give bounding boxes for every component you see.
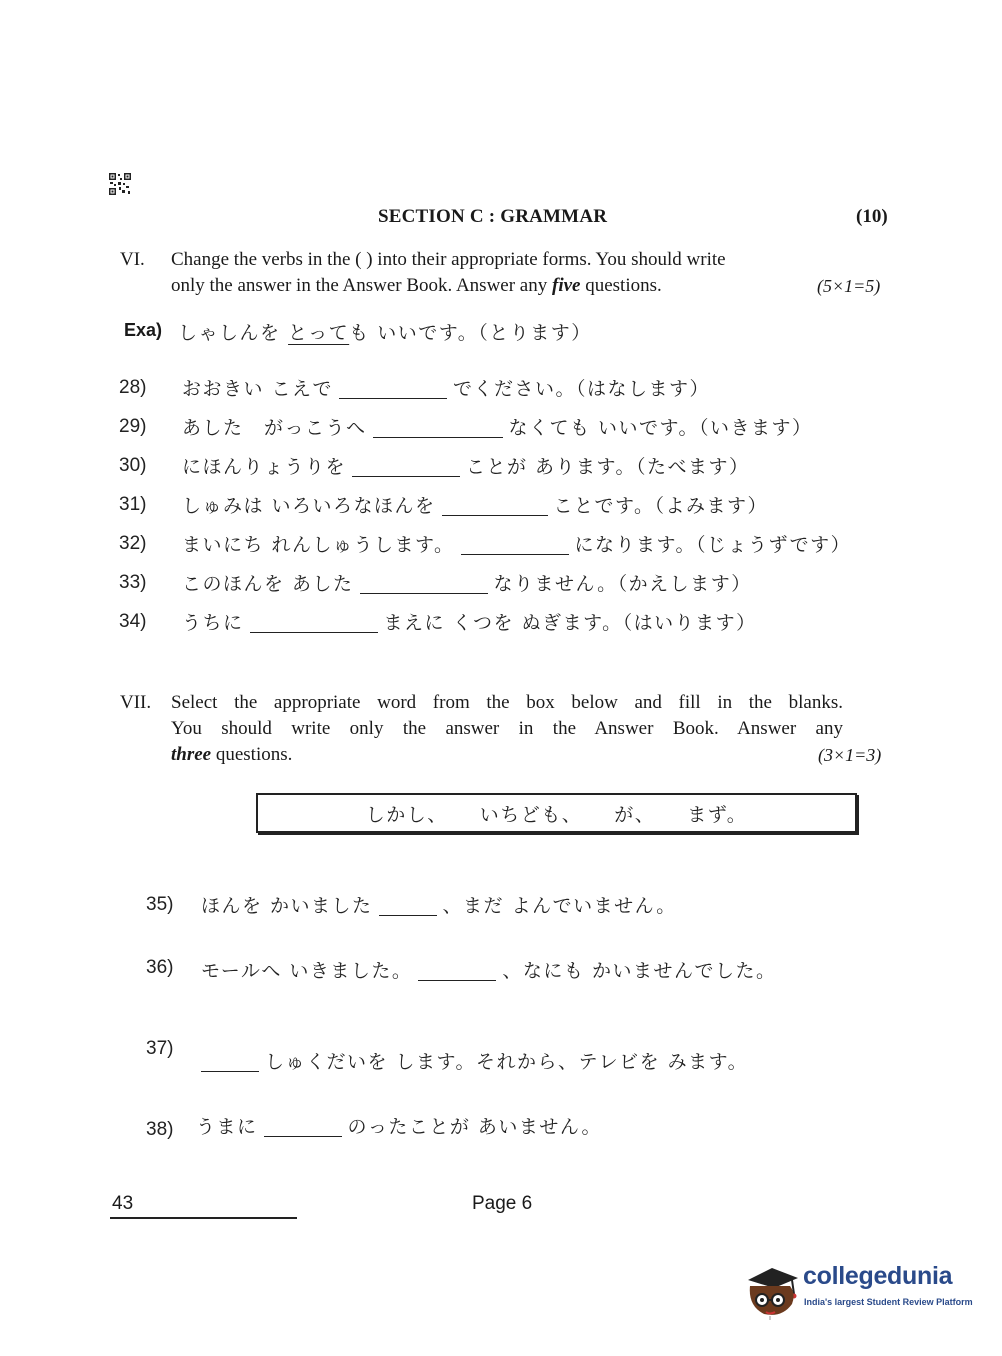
question-number: 33) <box>119 572 147 593</box>
question-sentence: まいにち れんしゅうします。 になります。（じょうずです） <box>182 534 852 556</box>
qr-code-icon <box>108 172 132 196</box>
answer-blank <box>442 514 548 516</box>
question-sentence: うちに まえに くつを ぬぎます。（はいります） <box>182 612 757 634</box>
section-title: SECTION C : GRAMMAR <box>378 206 608 227</box>
question-number: 32) <box>119 533 147 554</box>
question-sentence: あした がっこうへ なくても いいです。（いきます） <box>182 417 813 439</box>
word-choice-box <box>256 793 857 833</box>
question-number: 37) <box>146 1038 174 1059</box>
question-numeral-vi: VI. <box>120 249 145 270</box>
question-sentence: しゅくだいを します。それから、テレビを みます。 <box>195 1047 748 1074</box>
instruction-line: three questions. <box>171 744 293 765</box>
question-sentence: おおきい こえで でください。（はなします） <box>182 378 711 400</box>
emphasis-word: five <box>552 275 581 296</box>
instruction-line: only the answer in the Answer Book. Answer any five questions. <box>171 275 662 296</box>
question-vii-instructions <box>171 690 843 768</box>
emphasis-word: three <box>171 744 212 765</box>
answer-blank <box>264 1135 342 1137</box>
question-number: 38) <box>146 1119 174 1140</box>
brand-tagline: India's largest Student Review Platform <box>804 1297 973 1307</box>
answer-blank <box>379 914 437 916</box>
brand-name: collegedunia <box>803 1262 953 1290</box>
question-number: 34) <box>119 611 147 632</box>
answer-blank <box>373 436 503 438</box>
question-numeral-vii: VII. <box>120 692 152 713</box>
question-sentence: このほんを あした なりません。（かえします） <box>182 573 752 595</box>
word-choice: いちども、 <box>479 803 583 826</box>
instruction-line: Select the appropriate word from the box below and fill in the blanks. <box>171 692 843 713</box>
answer-blank <box>201 1070 259 1072</box>
example-sentence: しゃしんを とっても いいです。（とります） <box>178 322 592 344</box>
question-number: 28) <box>119 377 147 398</box>
question-number: 29) <box>119 416 147 437</box>
word-choice: しかし、 <box>365 803 448 826</box>
instruction-line: Change the verbs in the ( ) into their appropriate forms. You should write <box>171 249 726 270</box>
paper-code: 43 <box>112 1193 134 1214</box>
question-vi-marks: (5×1=5) <box>817 276 881 296</box>
question-sentence: うまに のったことが あいません。 <box>196 1116 603 1138</box>
footer-divider <box>110 1217 297 1219</box>
question-number: 35) <box>146 894 174 915</box>
section-marks: (10) <box>856 206 888 227</box>
answer-blank <box>461 553 569 555</box>
question-sentence: しゅみは いろいろなほんを ことです。（よみます） <box>182 495 769 517</box>
answer-blank <box>339 397 447 399</box>
answer-blank <box>250 631 378 633</box>
question-number: 31) <box>119 494 147 515</box>
example-answer: とって <box>288 322 350 344</box>
question-sentence: ほんを かいました 、まだ よんでいません。 <box>201 895 677 917</box>
word-choice: が、 <box>614 803 656 826</box>
question-sentence: モールへ いきました。 、なにも かいませんでした。 <box>201 960 777 982</box>
answer-blank <box>352 475 460 477</box>
instruction-line: You should write only the answer in the Answer Book. Answer any <box>171 718 843 739</box>
answer-blank <box>360 592 488 594</box>
question-vi-instructions <box>171 247 861 299</box>
question-number: 30) <box>119 455 147 476</box>
question-vii-marks: (3×1=3) <box>818 745 882 765</box>
page-number: Page 6 <box>472 1193 533 1214</box>
word-choice: まず。 <box>687 803 748 826</box>
answer-blank <box>418 979 496 981</box>
example-label: Exa) <box>124 320 163 340</box>
question-sentence: にほんりょうりを ことが あります。（たべます） <box>182 456 750 478</box>
question-number: 36) <box>146 957 174 978</box>
